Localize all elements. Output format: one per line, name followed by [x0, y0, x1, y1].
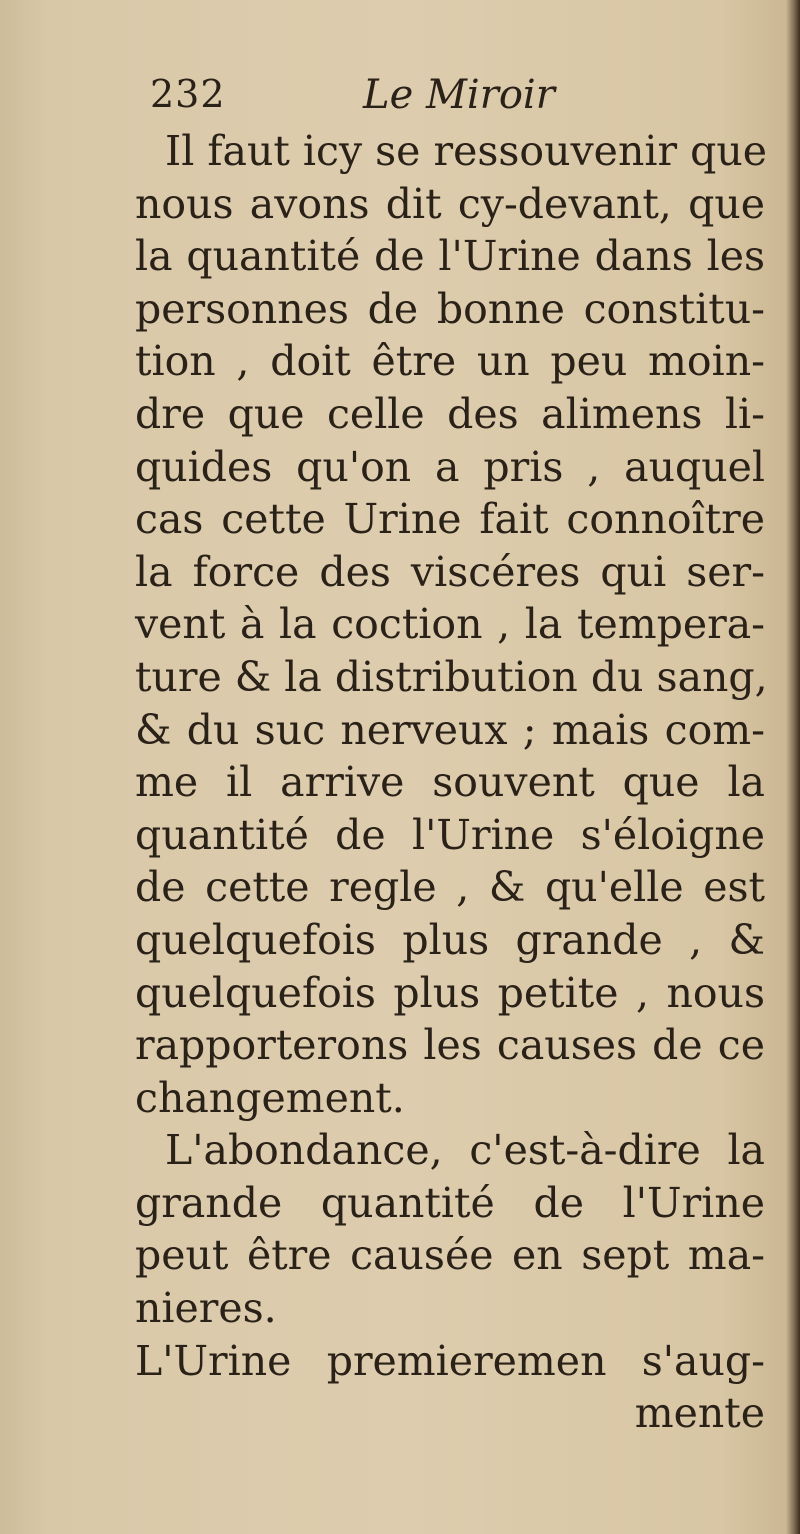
text-line: personnes de bonne constitu- [135, 284, 765, 333]
text-line: quides qu'on a pris , auquel [135, 442, 765, 491]
text-line: L'abondance, c'est-à-dire la [165, 1126, 765, 1175]
text-line: rapporterons les causes de ce [135, 1021, 765, 1070]
text-line: ture & la distribution du sang, [135, 652, 768, 701]
text-line: cas cette Urine fait connoître [135, 495, 765, 544]
page-header [135, 72, 755, 132]
text-line: vent à la coction , la tempera- [135, 600, 765, 649]
text-line: la quantité de l'Urine dans les [135, 232, 765, 281]
text-line: nieres. [135, 1284, 277, 1333]
page-number: 232 [150, 72, 226, 116]
text-line: la force des viscéres qui ser- [135, 547, 765, 596]
text-line: mente [634, 1389, 765, 1438]
text-line: dre que celle des alimens li- [135, 389, 765, 438]
text-line: Il faut icy se ressouvenir que [165, 127, 768, 175]
text-line: grande quantité de l'Urine [135, 1178, 765, 1227]
text-line: quantité de l'Urine s'éloigne [135, 810, 765, 859]
running-title: Le Miroir [363, 72, 555, 118]
text-line: & du suc nerveux ; mais com- [135, 705, 765, 754]
text-line: L'Urine premieremen s'aug- [135, 1336, 765, 1385]
text-line: me il arrive souvent que la [135, 758, 765, 807]
page-edge-shadow [786, 0, 800, 1534]
text-line: tion , doit être un peu moin- [135, 337, 765, 386]
text-line: nous avons dit cy-devant, que [135, 179, 765, 228]
text-line: quelquefois plus grande , & [135, 915, 765, 964]
text-line: de cette regle , & qu'elle est [135, 863, 765, 912]
text-line: changement. [135, 1073, 405, 1122]
text-line: quelquefois plus petite , nous [135, 968, 765, 1017]
body-text [135, 125, 768, 1440]
text-line: peut être causée en sept ma- [135, 1231, 765, 1280]
